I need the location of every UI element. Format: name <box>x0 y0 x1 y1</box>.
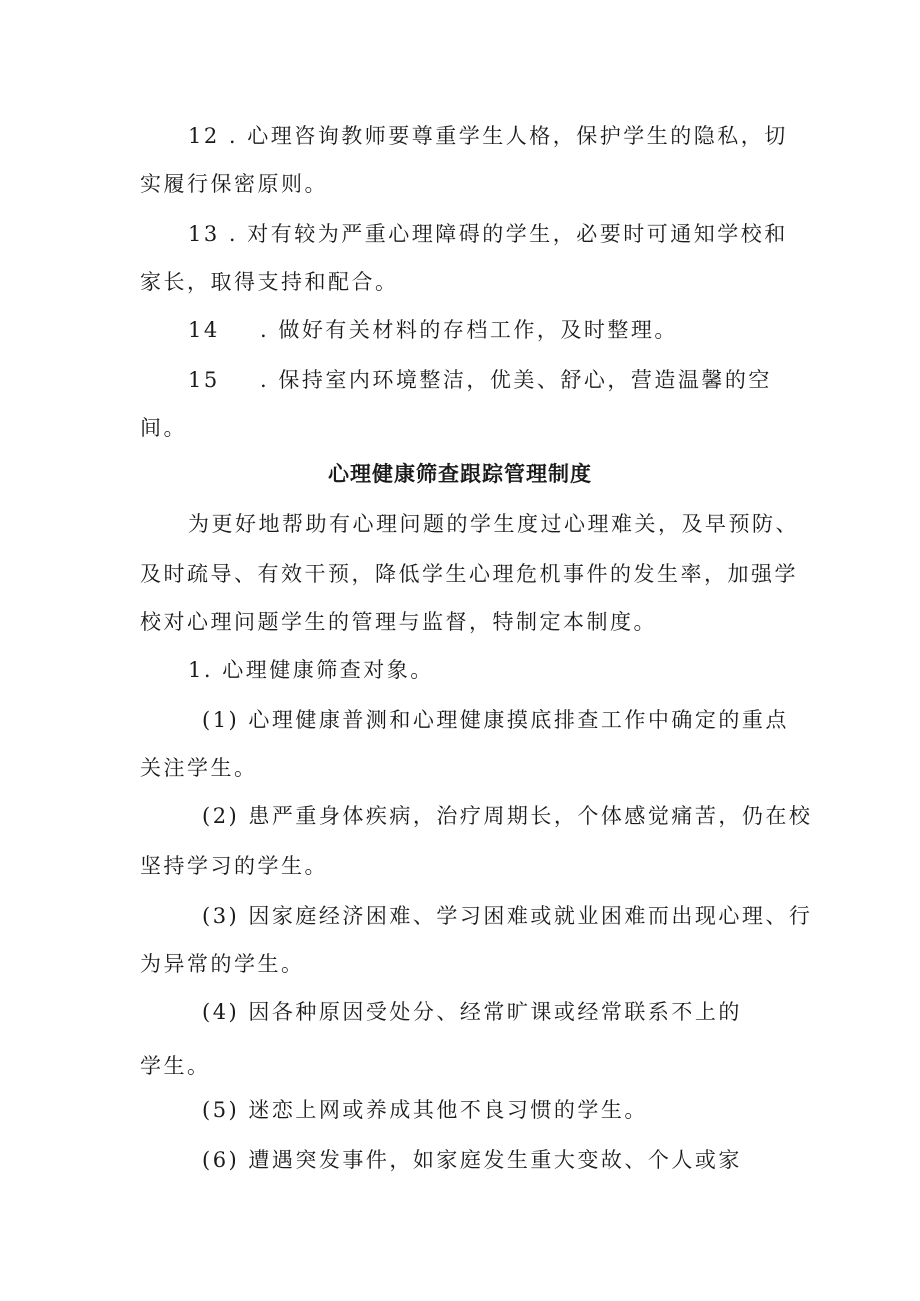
item-15-line-1: . 保持室内环境整洁，优美、舒心，营造温馨的空 <box>260 368 772 392</box>
item-12-line-2: 实履行保密原则。 <box>140 172 328 196</box>
sub-item-4-line-1: (4) 因各种原因受处分、经常旷课或经常联系不上的 <box>202 1000 742 1024</box>
item-14-line-1: . 做好有关材料的存档工作，及时整理。 <box>260 318 678 342</box>
sub-item-1-line-1: (1) 心理健康普测和心理健康摸底排查工作中确定的重点 <box>202 708 789 732</box>
intro-line-3: 校对心理问题学生的管理与监督，特制定本制度。 <box>140 610 657 634</box>
section-1-heading: 1. 心理健康筛查对象。 <box>188 658 434 682</box>
item-13-line-1: 13 . 对有较为严重心理障碍的学生，必要时可通知学校和 <box>188 222 788 246</box>
sub-item-3-line-2: 为异常的学生。 <box>140 952 305 976</box>
sub-item-4-line-2: 学生。 <box>140 1054 211 1078</box>
sub-item-2-line-2: 坚持学习的学生。 <box>140 854 328 878</box>
item-15-line-2: 间。 <box>140 416 187 440</box>
section-title: 心理健康筛查跟踪管理制度 <box>328 462 592 486</box>
sub-item-1-line-2: 关注学生。 <box>140 756 258 780</box>
intro-line-2: 及时疏导、有效干预，降低学生心理危机事件的发生率，加强学 <box>140 562 798 586</box>
item-14-number: 14 <box>188 318 220 342</box>
sub-item-6-line-1: (6) 遭遇突发事件，如家庭发生重大变故、个人或家 <box>202 1148 742 1172</box>
intro-line-1: 为更好地帮助有心理问题的学生度过心理难关，及早预防、 <box>188 512 799 536</box>
item-13-line-2: 家长，取得支持和配合。 <box>140 270 399 294</box>
sub-item-2-line-1: (2) 患严重身体疾病，治疗周期长，个体感觉痛苦，仍在校 <box>202 804 813 828</box>
item-12-line-1: 12 . 心理咨询教师要尊重学生人格，保护学生的隐私，切 <box>188 124 788 148</box>
sub-item-3-line-1: (3) 因家庭经济困难、学习困难或就业困难而出现心理、行 <box>202 904 813 928</box>
sub-item-5-line-1: (5) 迷恋上网或养成其他不良习惯的学生。 <box>202 1098 648 1122</box>
item-15-number: 15 <box>188 368 220 392</box>
